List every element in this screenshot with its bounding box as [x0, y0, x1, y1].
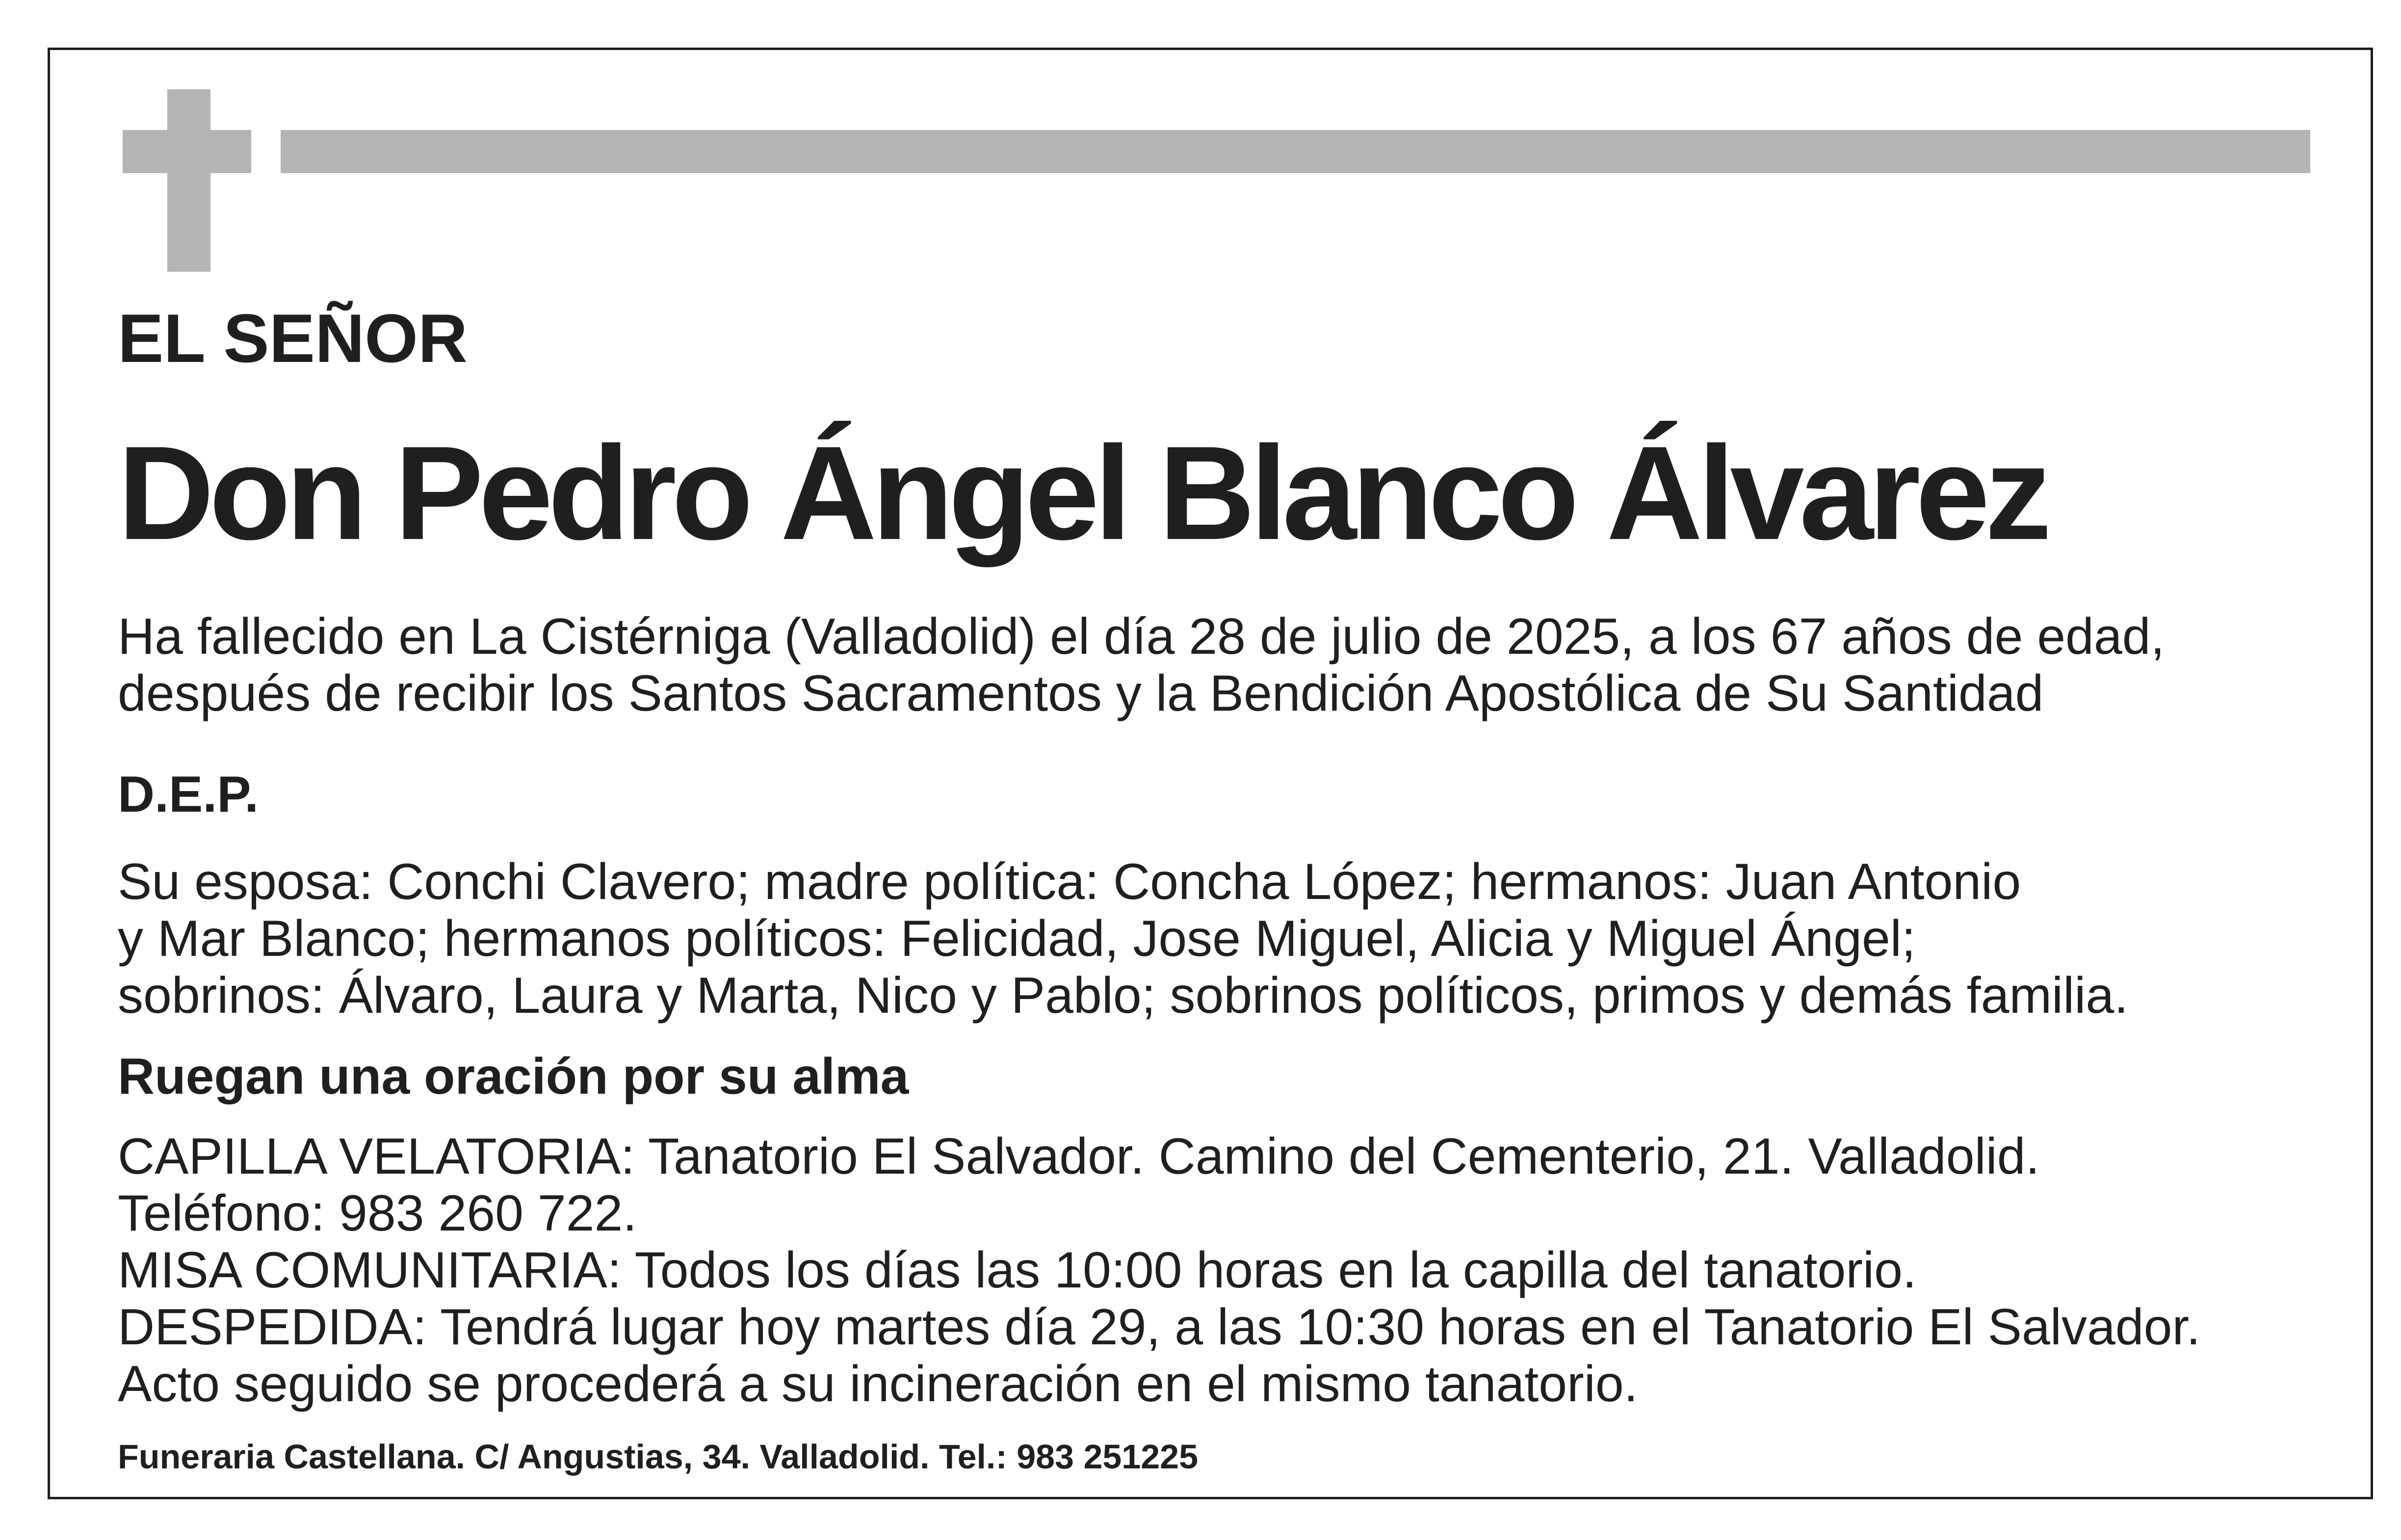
family-line: y Mar Blanco; hermanos políticos: Felicidad, Jose Miguel, Alicia y Miguel Ángel;: [118, 910, 1916, 967]
header-rule: [281, 130, 2310, 173]
dep-label: D.E.P.: [118, 766, 259, 823]
cross-vertical-bar: [167, 89, 210, 272]
prayer-request: Ruegan una oración por su alma: [118, 1048, 909, 1105]
service-line: Acto seguido se procederá a su incineración en el mismo tanatorio.: [118, 1356, 1638, 1412]
service-line: DESPEDIDA: Tendrá lugar hoy martes día 29, a las 10:30 horas en el Tanatorio El Salvador.: [118, 1299, 2201, 1356]
honorific: EL SEÑOR: [118, 300, 468, 377]
deceased-name: Don Pedro Ángel Blanco Álvarez: [118, 418, 2047, 567]
announcement-line: Ha fallecido en La Cistérniga (Valladolid) el día 28 de julio de 2025, a los 67 años de edad,: [118, 608, 2165, 665]
family-line: sobrinos: Álvaro, Laura y Marta, Nico y Pablo; sobrinos políticos, primos y demás familia.: [118, 967, 2129, 1024]
service-line: CAPILLA VELATORIA: Tanatorio El Salvador. Camino del Cementerio, 21. Valladolid.: [118, 1128, 2040, 1185]
service-details: [118, 1128, 2200, 1412]
service-line: Teléfono: 983 260 722.: [118, 1185, 637, 1242]
cross-horizontal-bar: [123, 130, 251, 173]
family-line: Su esposa: Conchi Clavero; madre política: Concha López; hermanos: Juan Antonio: [118, 853, 2021, 910]
death-announcement: [118, 608, 2165, 722]
service-line: MISA COMUNITARIA: Todos los días las 10:00 horas en la capilla del tanatorio.: [118, 1242, 1917, 1299]
funeral-home-footer: Funeraria Castellana. C/ Angustias, 34. Valladolid. Tel.: 983 251225: [118, 1437, 1199, 1476]
announcement-line: después de recibir los Santos Sacramentos y la Bendición Apostólica de Su Santidad: [118, 665, 2044, 722]
family-list: [118, 853, 2128, 1024]
